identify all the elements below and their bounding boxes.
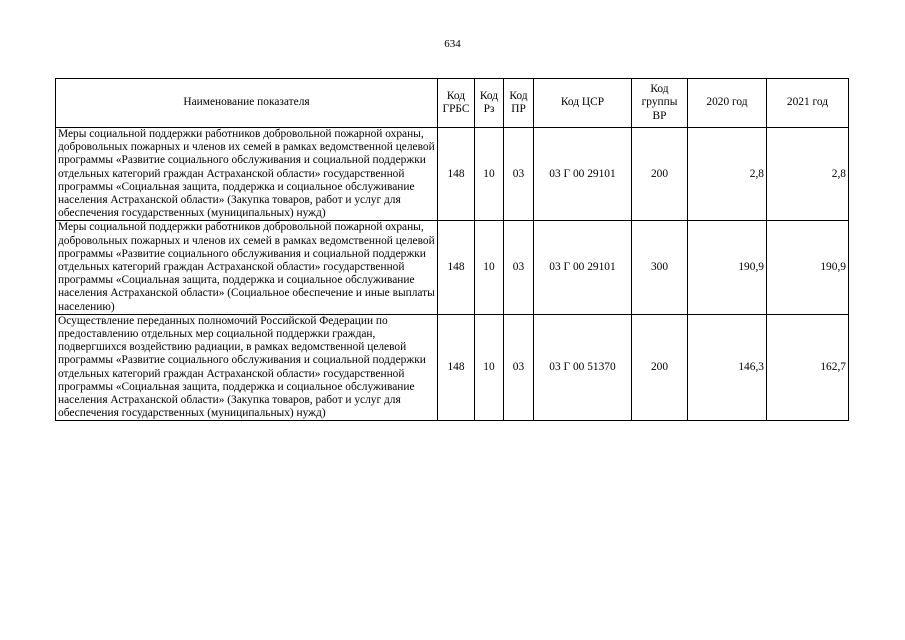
row-name: Меры социальной поддержки работников добровольной пожарной охраны, добровольных пожарных и членов их семей в рамках ведомственной целевой программы «Развитие социального обслуживания и социальной поддержки отдельных категорий граждан Астраханской области» государственной программы «Социальная защита, поддержка и социальное обслуживание населения Астраханской области» (Социальное обеспечение и иные выплаты населению)	[56, 221, 438, 314]
table-row	[56, 221, 849, 314]
header-name: Наименование показателя	[56, 79, 438, 128]
row-rz: 10	[475, 221, 504, 314]
row-rz: 10	[475, 314, 504, 421]
page-number: 634	[444, 38, 461, 50]
row-2020: 190,9	[688, 221, 767, 314]
row-2021: 190,9	[767, 221, 849, 314]
header-2020: 2020 год	[688, 79, 767, 128]
row-vr: 300	[632, 221, 688, 314]
table-row	[56, 314, 849, 421]
row-grbs: 148	[438, 128, 475, 221]
row-rz: 10	[475, 128, 504, 221]
row-2021: 2,8	[767, 128, 849, 221]
header-grbs: Код ГРБС	[438, 79, 475, 128]
budget-table	[55, 78, 849, 421]
header-csr: Код ЦСР	[534, 79, 632, 128]
row-csr: 03 Г 00 51370	[534, 314, 632, 421]
row-2020: 2,8	[688, 128, 767, 221]
row-pr: 03	[504, 221, 534, 314]
row-grbs: 148	[438, 221, 475, 314]
row-vr: 200	[632, 128, 688, 221]
header-vr: Код группы ВР	[632, 79, 688, 128]
header-2021: 2021 год	[767, 79, 849, 128]
row-name: Меры социальной поддержки работников добровольной пожарной охраны, добровольных пожарных и членов их семей в рамках ведомственной целевой программы «Развитие социального обслуживания и социальной поддержки отдельных категорий граждан Астраханской области» государственной программы «Социальная защита, поддержка и социальное обслуживание населения Астраханской области» (Закупка товаров, работ и услуг для обеспечения государственных (муниципальных) нужд)	[56, 128, 438, 221]
row-vr: 200	[632, 314, 688, 421]
row-2020: 146,3	[688, 314, 767, 421]
row-pr: 03	[504, 314, 534, 421]
header-pr: Код ПР	[504, 79, 534, 128]
row-grbs: 148	[438, 314, 475, 421]
row-csr: 03 Г 00 29101	[534, 128, 632, 221]
row-pr: 03	[504, 128, 534, 221]
header-rz: Код Рз	[475, 79, 504, 128]
row-name: Осуществление переданных полномочий Российской Федерации по предоставлению отдельных мер социальной поддержки граждан, подвергшихся воздействию радиации, в рамках ведомственной целевой программы «Развитие социального обслуживания и социальной поддержки отдельных категорий граждан Астраханской области» государственной программы «Социальная защита, поддержка и социальное обслуживание населения Астраханской области» (Закупка товаров, работ и услуг для обеспечения государственных (муниципальных) нужд)	[56, 314, 438, 421]
table-row	[56, 128, 849, 221]
row-csr: 03 Г 00 29101	[534, 221, 632, 314]
row-2021: 162,7	[767, 314, 849, 421]
table-header-row	[56, 79, 849, 128]
